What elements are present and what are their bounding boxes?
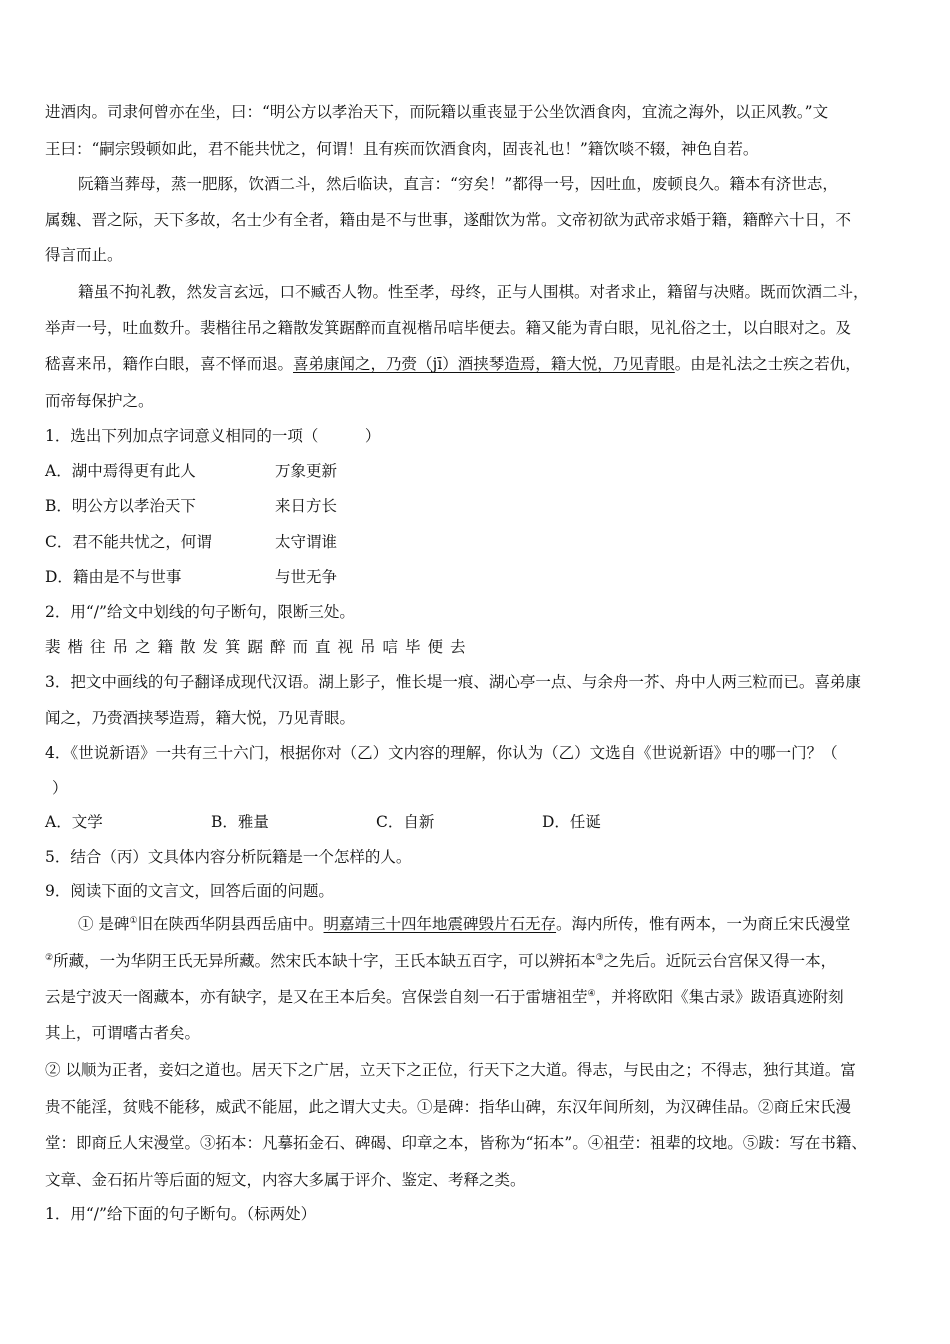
passage-c-text: 嵇喜来吊，籍作白眼，喜不怿而退。 — [45, 355, 294, 373]
q9-passage-line-5: ② 以顺为正者，妾妇之道也。居天下之广居，立天下之正位，行天下之大道。得志，与民由之；不得志，独行其道。富 — [45, 1061, 856, 1079]
passage-c-line-1: 籍虽不拘礼教，然发言玄远，口不臧否人物。性至孝，母终，正与人围棋。对者求止，籍留与决赌。既而饮酒二斗， — [78, 283, 869, 301]
passage-b-line-1: 进酒肉。司隶何曾亦在坐，曰：“明公方以孝治天下，而阮籍以重丧显于公坐饮酒食肉，宜流之海外，以正风教。”文 — [45, 103, 829, 121]
q9-passage-line-4: 其上，可谓嗜古者矣。 — [45, 1024, 201, 1042]
passage-b-line-3: 阮籍当葬母，蒸一肥豚，饮酒二斗，然后临诀，直言：“穷矣！”都得一号，因吐血，废顿良久。籍本有济世志， — [78, 175, 838, 193]
passage-c-line-4: 而帝每保护之。 — [45, 392, 154, 410]
q9-text: ，并将欧阳《集古录》跋语真迹附刻 — [595, 988, 844, 1006]
q3-line-2: 闻之，乃赍酒挟琴造焉，籍大悦，乃见青眼。 — [45, 709, 356, 727]
q9-passage-line-1 — [78, 914, 851, 934]
q1-option-a-compare: 万象更新 — [275, 462, 338, 480]
q9-passage-line-6: 贵不能淫，贫贱不能移，威武不能屈，此之谓大丈夫。①是碑：指华山碑，东汉年间所刻，为汉碑佳品。②商丘宋氏漫 — [45, 1098, 852, 1116]
q4-line-2: ） — [52, 779, 68, 797]
q9-passage-line-2 — [45, 951, 836, 971]
q1-option-c: C．君不能共忧之，何谓 — [45, 533, 212, 551]
q4-line-1: 4．《世说新语》一共有三十六门，根据你对（乙）文内容的理解，你认为（乙）文选自《世说新语》中的哪一门？（ — [45, 744, 838, 762]
q9-text: 云是宁波天一阁藏本，亦有缺字，是又在王本后矣。宫保尝自刻一石于雷塘祖茔 — [45, 988, 588, 1006]
passage-b-line-5: 得言而止。 — [45, 246, 123, 264]
q1-option-d-compare: 与世无争 — [275, 568, 338, 586]
q4-option-c: C．自新 — [376, 813, 435, 831]
q1-option-b-compare: 来日方长 — [275, 497, 338, 515]
q4-option-d: D．任诞 — [542, 813, 601, 831]
footnote-marker: ② — [45, 952, 54, 963]
q1-stem: 1．选出下列加点字词意义相同的一项（ ） — [45, 427, 381, 445]
q9-stem: 9．阅读下面的文言文，回答后面的问题。 — [45, 882, 334, 900]
q2-sentence: 裴楷往吊之籍散发箕踞醉而直视吊唁毕便去 — [45, 638, 473, 656]
q9-passage-line-3 — [45, 987, 844, 1007]
passage-b-line-4: 属魏、晋之际，天下多故，名士少有全者，籍由是不与世事，遂酣饮为常。文帝初欲为武帝求婚于籍，籍醉六十日，不 — [45, 211, 852, 229]
q4-option-b: B．雅量 — [211, 813, 269, 831]
q4-option-a: A．文学 — [45, 813, 103, 831]
underlined-sentence: 喜弟康闻之，乃赍（jī）酒挟琴造焉，籍大悦，乃见青眼 — [293, 355, 675, 373]
q1-option-c-compare: 太守谓谁 — [275, 533, 338, 551]
q1-option-d: D．籍由是不与世事 — [45, 568, 182, 586]
footnote-marker: ① — [129, 915, 138, 926]
q9-passage-line-7: 堂：即商丘人宋漫堂。③拓本：凡摹拓金石、碑碣、印章之本，皆称为“拓本”。④祖茔：祖辈的坟地。⑤跋：写在书籍、 — [45, 1134, 867, 1152]
q9-text: ① 是碑 — [78, 915, 130, 933]
q9-text: 旧在陕西华阴县西岳庙中。 — [137, 915, 324, 933]
q9-text: 所藏，一为华阴王氏无异所藏。然宋氏本缺十字，王氏本缺五百字，可以辨拓本 — [53, 952, 596, 970]
q9-passage-line-8: 文章、金石拓片等后面的短文，内容大多属于评介、鉴定、考释之类。 — [45, 1171, 526, 1189]
passage-b-line-2: 王曰：“嗣宗毁顿如此，君不能共忧之，何谓！且有疾而饮酒食肉，固丧礼也！”籍饮啖不辍，神色自若。 — [45, 140, 759, 158]
underlined-sentence: 明嘉靖三十四年地震碑毁片石无存 — [323, 915, 557, 933]
passage-c-line-2: 举声一号，吐血数升。裴楷往吊之籍散发箕踞醉而直视楷吊唁毕便去。籍又能为青白眼，见礼俗之士，以白眼对之。及 — [45, 319, 852, 337]
footnote-marker: ③ — [595, 952, 604, 963]
q3-line-1: 3．把文中画线的句子翻译成现代汉语。湖上影子，惟长堤一痕、湖心亭一点、与余舟一芥、舟中人两三粒而已。喜弟康 — [45, 673, 861, 691]
q1-option-a: A．湖中焉得更有此人 — [45, 462, 196, 480]
passage-c-line-3 — [45, 354, 861, 374]
q1-option-b: B．明公方以孝治天下 — [45, 497, 196, 515]
passage-c-text: 。由是礼法之士疾之若仇， — [674, 355, 861, 373]
q9-text: 。海内所传，惟有两本，一为商丘宋氏漫堂 — [556, 915, 851, 933]
q2-stem: 2．用“/”给文中划线的句子断句，限断三处。 — [45, 603, 355, 621]
q5-stem: 5．结合（丙）文具体内容分析阮籍是一个怎样的人。 — [45, 848, 412, 866]
q9-question-1: 1．用“/”给下面的句子断句。（标两处） — [45, 1205, 317, 1223]
footnote-marker: ④ — [587, 988, 596, 999]
q9-text: 之先后。近阮云台宫保又得一本， — [603, 952, 837, 970]
